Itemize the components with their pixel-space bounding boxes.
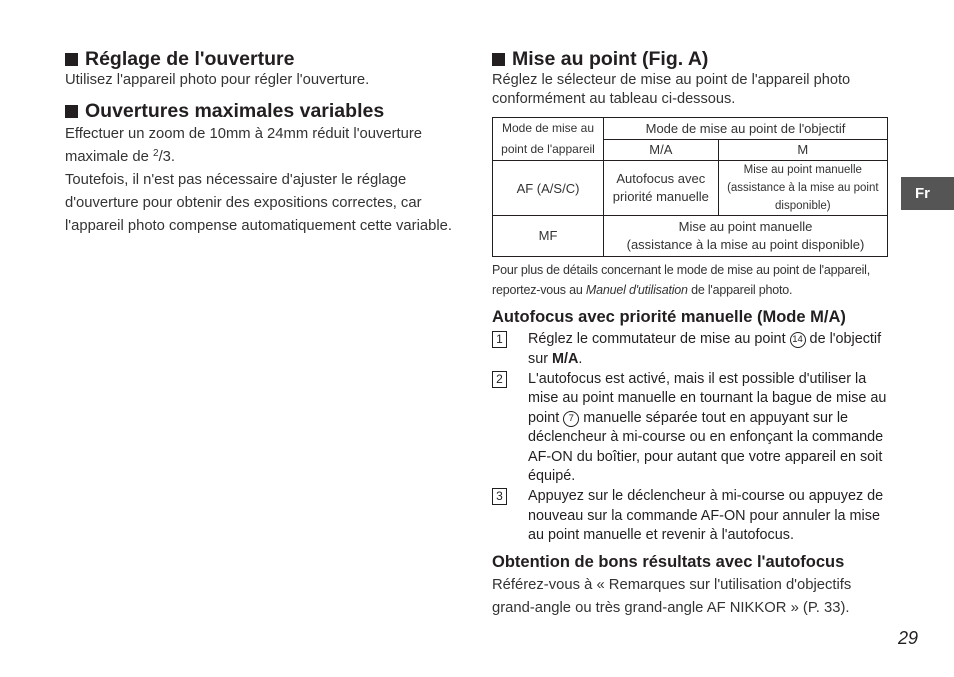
column-header-ma: M/A [604,139,719,161]
section-heading-reglage [65,48,460,70]
step-number-box: 2 [492,371,507,388]
mise-au-point-text: Réglez le sélecteur de mise au point de l'appareil photo conformément au tableau ci-dessous. [492,72,851,107]
subheading-autofocus: Autofocus avec priorité manuelle (Mode M/A) [492,308,846,326]
table-note [492,260,888,300]
focus-mode-table [492,117,888,257]
steps-list [492,330,888,546]
text-part: de l'objectif sur [528,331,882,367]
text-part: /3. [158,149,176,165]
text-part: Réglez le commutateur de mise au point [528,331,790,347]
ouvertures-text-2: Toutefois, il n'est pas nécessaire d'ajuster le réglage d'ouverture pour obtenir des expositions correctes, car l'appareil photo compense automatiquement cette variable. [65,172,452,234]
left-column [65,48,460,238]
step-2 [492,370,888,487]
step-1 [492,330,888,369]
page-number: 29 [898,628,919,648]
right-column [492,48,888,620]
row-label-mf: MF [493,216,604,257]
text-part: Effectuer un zoom de 10mm à 24mm réduit l'ouverture maximale de [65,126,423,165]
circled-reference-icon: 7 [563,411,579,427]
text-part: L'autofocus est activé, mais il est possible d'utiliser la mise au point manuelle en tournant la bague de mise au point [528,370,887,426]
cell-af-m: Mise au point manuelle (assistance à la mise au point disponible) [718,161,887,216]
step-3 [492,487,888,546]
text-part: de l'appareil photo. [687,283,793,297]
reglage-text: Utilisez l'appareil photo pour régler l'ouverture. [65,72,370,88]
row-label-af: AF (A/S/C) [493,161,604,216]
text-part: . [578,350,583,367]
heading-text: Ouvertures maximales variables [85,100,385,122]
manual-reference: Manuel d'utilisation [585,283,688,297]
superscript: 2 [153,148,159,159]
square-bullet-icon [65,53,78,66]
section-heading-ouvertures [65,100,460,122]
square-bullet-icon [492,53,505,66]
cell-mf [604,216,888,257]
heading-text: Réglage de l'ouverture [85,48,295,70]
text-part: Pour plus de détails concernant le mode de mise au point de l'appareil, reportez-vous au [492,263,871,297]
text-part: Appuyez sur le déclencheur à mi-course ou appuyez de nouveau sur la commande AF-ON pour annuler la mise au point manuelle et revenir à l'autofocus. [528,488,884,543]
subheading-obtention: Obtention de bons résultats avec l'autofocus [492,552,845,571]
cell-af-ma: Autofocus avec priorité manuelle [604,161,719,216]
text-part: manuelle séparée tout en appuyant sur le déclencheur à mi-course ou en enfonçant la commande AF-ON du boîtier, pour autant que votre appareil en soit équipé. [528,409,884,484]
cell-mf-line-1: Mise au point manuelle [678,219,813,234]
language-tab: Fr [901,177,954,210]
bold-setting: M/A [552,350,579,367]
cell-mf-line-2: (assistance à la mise au point disponible) [626,237,865,252]
obtention-text: Référez-vous à « Remarques sur l'utilisation d'objectifs grand-angle ou très grand-angle AF NIKKOR » (P. 33). [492,576,852,616]
lens-mode-header: Mode de mise au point de l'objectif [604,118,888,140]
ouvertures-text-1 [65,123,460,169]
step-number-box: 1 [492,331,507,348]
heading-text: Mise au point (Fig. A) [512,48,709,70]
square-bullet-icon [65,105,78,118]
column-header-m: M [718,139,887,161]
camera-mode-header: Mode de mise au point de l'appareil [493,118,604,161]
step-number-box: 3 [492,488,507,505]
section-heading-mise-au-point [492,48,888,70]
circled-reference-icon: 14 [790,332,806,348]
